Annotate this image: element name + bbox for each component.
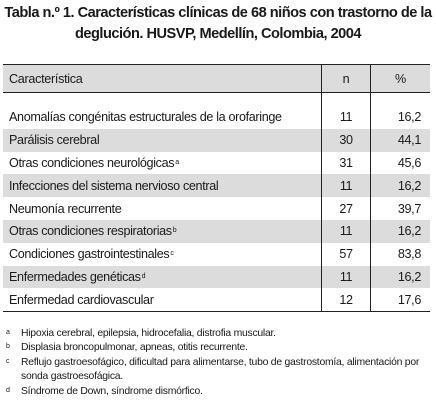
footnote-text: Hipoxia cerebral, epilepsia, hidrocefalia, distrofia muscular. — [21, 328, 276, 339]
footnote-mark: a — [6, 329, 10, 336]
row-n: 31 — [321, 152, 370, 175]
row-percent: 16,2 — [370, 106, 430, 129]
row-percent: 83,8 — [370, 243, 430, 266]
table-row — [3, 129, 430, 152]
row-n: 11 — [321, 266, 370, 289]
header-percent: % — [370, 65, 430, 92]
row-n: 57 — [321, 243, 370, 266]
row-label-text: Otras condiciones neurológicas — [9, 155, 175, 170]
table-row — [3, 174, 430, 197]
row-n: 11 — [321, 106, 370, 129]
row-percent: 16,2 — [370, 220, 430, 243]
row-percent: 16,2 — [370, 174, 430, 197]
row-label-text: Neumonía recurrente — [9, 201, 122, 216]
row-percent: 39,7 — [370, 197, 430, 220]
row-label: Otras condiciones neurológicas a — [9, 155, 179, 170]
header-n: n — [321, 65, 370, 92]
row-label — [3, 288, 321, 311]
table-row — [3, 152, 430, 175]
footnote-mark: c — [6, 357, 10, 365]
row-label-text: Anomalías congénitas estructurales de la orofaringe — [9, 110, 282, 125]
row-label-text: Infecciones del sistema nervioso central — [9, 178, 219, 193]
footnote-text: Reflujo gastroesofágico, dificultad para alimentarse, tubo de gastrostomía, alimentación por sonda gastroesofágica. — [21, 356, 420, 383]
row-n: 12 — [321, 288, 370, 311]
footnote — [3, 327, 433, 341]
footnote-text: Displasia broncopulmonar, apneas, otitis recurrente. — [21, 342, 248, 354]
table-row — [3, 220, 430, 243]
row-label-text: Enfermedades genéticas — [9, 269, 141, 284]
row-n: 11 — [321, 174, 370, 197]
row-label — [3, 129, 321, 152]
table-spacer — [3, 93, 430, 106]
clinical-characteristics-table — [3, 64, 430, 312]
row-n: 11 — [321, 220, 370, 243]
table-body — [3, 106, 430, 311]
row-n: 30 — [321, 129, 370, 152]
footnote — [3, 385, 433, 399]
table-header-row — [3, 65, 430, 93]
footnote-mark: d — [6, 386, 10, 394]
table-row — [3, 106, 430, 129]
row-percent: 16,2 — [370, 266, 430, 289]
footnote-text: Síndrome de Down, síndrome dismórfico. — [21, 385, 203, 397]
row-percent: 17,6 — [370, 288, 430, 311]
table-row — [3, 197, 430, 220]
header-caracteristica: Característica — [9, 71, 83, 86]
title-line-1: Tabla n.º 1. Características clínicas de 68 niños con trastorno de la — [4, 5, 432, 21]
row-label-text: Otras condiciones respiratorias — [9, 224, 172, 239]
table-title — [0, 3, 436, 45]
footnote — [3, 356, 433, 385]
row-label: Enfermedades genéticas d — [9, 269, 146, 284]
footnotes — [3, 327, 433, 399]
title-line-2: deglución. HUSVP, Medellín, Colombia, 2004 — [74, 26, 362, 42]
table-row — [3, 266, 430, 289]
footnote-mark: b — [6, 343, 10, 351]
row-label — [3, 197, 321, 220]
row-label — [3, 106, 321, 129]
row-label-text: Condiciones gastrointestinales — [9, 247, 170, 262]
row-label — [3, 174, 321, 197]
row-n: 27 — [321, 197, 370, 220]
table-row — [3, 243, 430, 266]
row-percent: 45,6 — [370, 152, 430, 175]
row-label: Condiciones gastrointestinales c — [9, 247, 174, 262]
row-label-text: Parálisis cerebral — [9, 133, 100, 148]
table-row — [3, 288, 430, 311]
row-label-text: Enfermedad cardiovascular — [9, 292, 154, 307]
footnote — [3, 341, 433, 355]
row-label: Otras condiciones respiratorias b — [9, 224, 177, 239]
row-percent: 44,1 — [370, 129, 430, 152]
